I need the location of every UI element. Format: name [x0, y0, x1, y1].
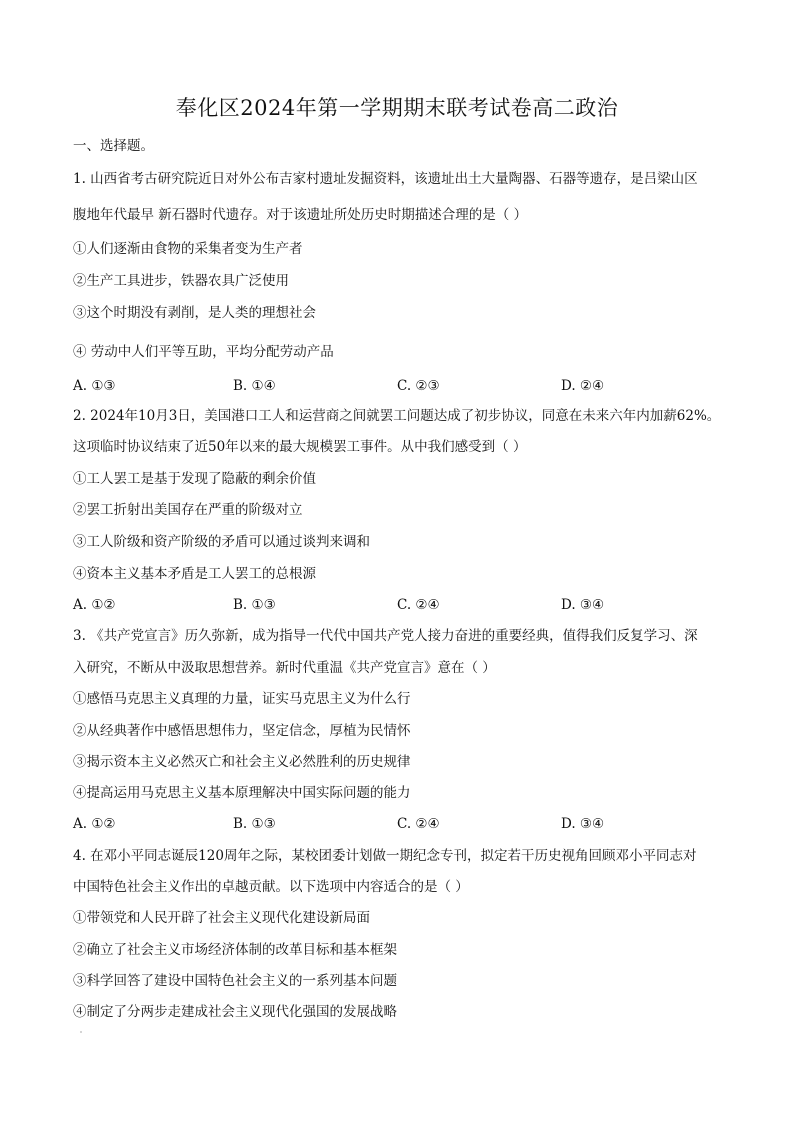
question-4-stem-line-1: 4. 在邓小平同志诞辰120周年之际，某校团委计划做一期纪念专刊，拟定若干历史视角回顾邓小平同志对 [73, 848, 697, 864]
section-heading: 一、选择题。 [73, 138, 154, 154]
question-3-option-a[interactable]: A. ①② [73, 816, 116, 832]
question-1-option-b[interactable]: B. ①④ [233, 378, 276, 394]
question-1-stem-line-1: 1. 山西省考古研究院近日对外公布吉家村遗址发掘资料，该遗址出土大量陶器、石器等遗存，是吕梁山区 [73, 171, 698, 187]
question-1-stem-line-2: 腹地年代最早 新石器时代遗存。对于该遗址所处历史时期描述合理的是（ ） [73, 207, 528, 223]
question-4-item-1: ①带领党和人民开辟了社会主义现代化建设新局面 [73, 910, 370, 926]
question-2-item-4: ④资本主义基本矛盾是工人罢工的总根源 [73, 566, 316, 582]
exam-title: 奉化区2024年第一学期期末联考试卷高二政治 [175, 96, 619, 120]
question-3-option-b[interactable]: B. ①③ [233, 816, 276, 832]
question-4-item-2: ②确立了社会主义市场经济体制的改革目标和基本框架 [73, 942, 397, 958]
question-3-item-3: ③揭示资本主义必然灭亡和社会主义必然胜利的历史规律 [73, 754, 411, 770]
question-3-options [73, 815, 733, 833]
question-2-option-b[interactable]: B. ①③ [233, 597, 276, 613]
question-1-option-a[interactable]: A. ①③ [73, 378, 116, 394]
question-1-options [73, 377, 733, 395]
question-1-option-d[interactable]: D. ②④ [561, 378, 605, 394]
question-3-option-c[interactable]: C. ②④ [397, 816, 440, 832]
question-3-item-4: ④提高运用马克思主义基本原理解决中国实际问题的能力 [73, 785, 411, 801]
question-3-item-2: ②从经典著作中感悟思想伟力，坚定信念，厚植为民情怀 [73, 723, 411, 739]
question-2-item-2: ②罢工折射出美国存在严重的阶级对立 [73, 502, 303, 518]
question-2-stem-line-1: 2. 2024年10月3日，美国港口工人和运营商之间就罢工问题达成了初步协议，同意在未来六年内加薪62%。 [73, 408, 721, 424]
question-2-item-1: ①工人罢工是基于发现了隐蔽的剩余价值 [73, 471, 316, 487]
question-1-item-4: ④ 劳动中人们平等互助，平均分配劳动产品 [73, 344, 334, 360]
question-3-item-1: ①感悟马克思主义真理的力量，证实马克思主义为什么行 [73, 691, 411, 707]
question-2-option-c[interactable]: C. ②④ [397, 597, 440, 613]
question-2-stem-line-2: 这项临时协议结束了近50年以来的最大规模罢工事件。从中我们感受到（ ） [73, 439, 527, 455]
question-1-item-3: ③这个时期没有剥削，是人类的理想社会 [73, 305, 316, 321]
question-4-item-4: ④制定了分两步走建成社会主义现代化强国的发展战略 [73, 1004, 397, 1020]
question-3-stem-line-1: 3. 《共产党宣言》历久弥新，成为指导一代代中国共产党人接力奋进的重要经典，值得我们反复学习、深 [73, 628, 698, 644]
question-2-options [73, 596, 733, 614]
question-4-item-3: ③科学回答了建设中国特色社会主义的一系列基本问题 [73, 973, 397, 989]
question-1-item-2: ②生产工具进步，铁器农具广泛使用 [73, 273, 289, 289]
question-2-option-a[interactable]: A. ①② [73, 597, 116, 613]
scan-speck [80, 1031, 82, 1033]
question-4-stem-line-2: 中国特色社会主义作出的卓越贡献。以下选项中内容适合的是（ ） [73, 879, 469, 895]
question-3-stem-line-2: 入研究，不断从中汲取思想营养。新时代重温《共产党宣言》意在（ ） [73, 660, 496, 676]
question-1-item-1: ①人们逐渐由食物的采集者变为生产者 [73, 241, 303, 257]
question-2-option-d[interactable]: D. ③④ [561, 597, 605, 613]
question-1-option-c[interactable]: C. ②③ [397, 378, 440, 394]
question-3-option-d[interactable]: D. ③④ [561, 816, 605, 832]
question-2-item-3: ③工人阶级和资产阶级的矛盾可以通过谈判来调和 [73, 534, 370, 550]
